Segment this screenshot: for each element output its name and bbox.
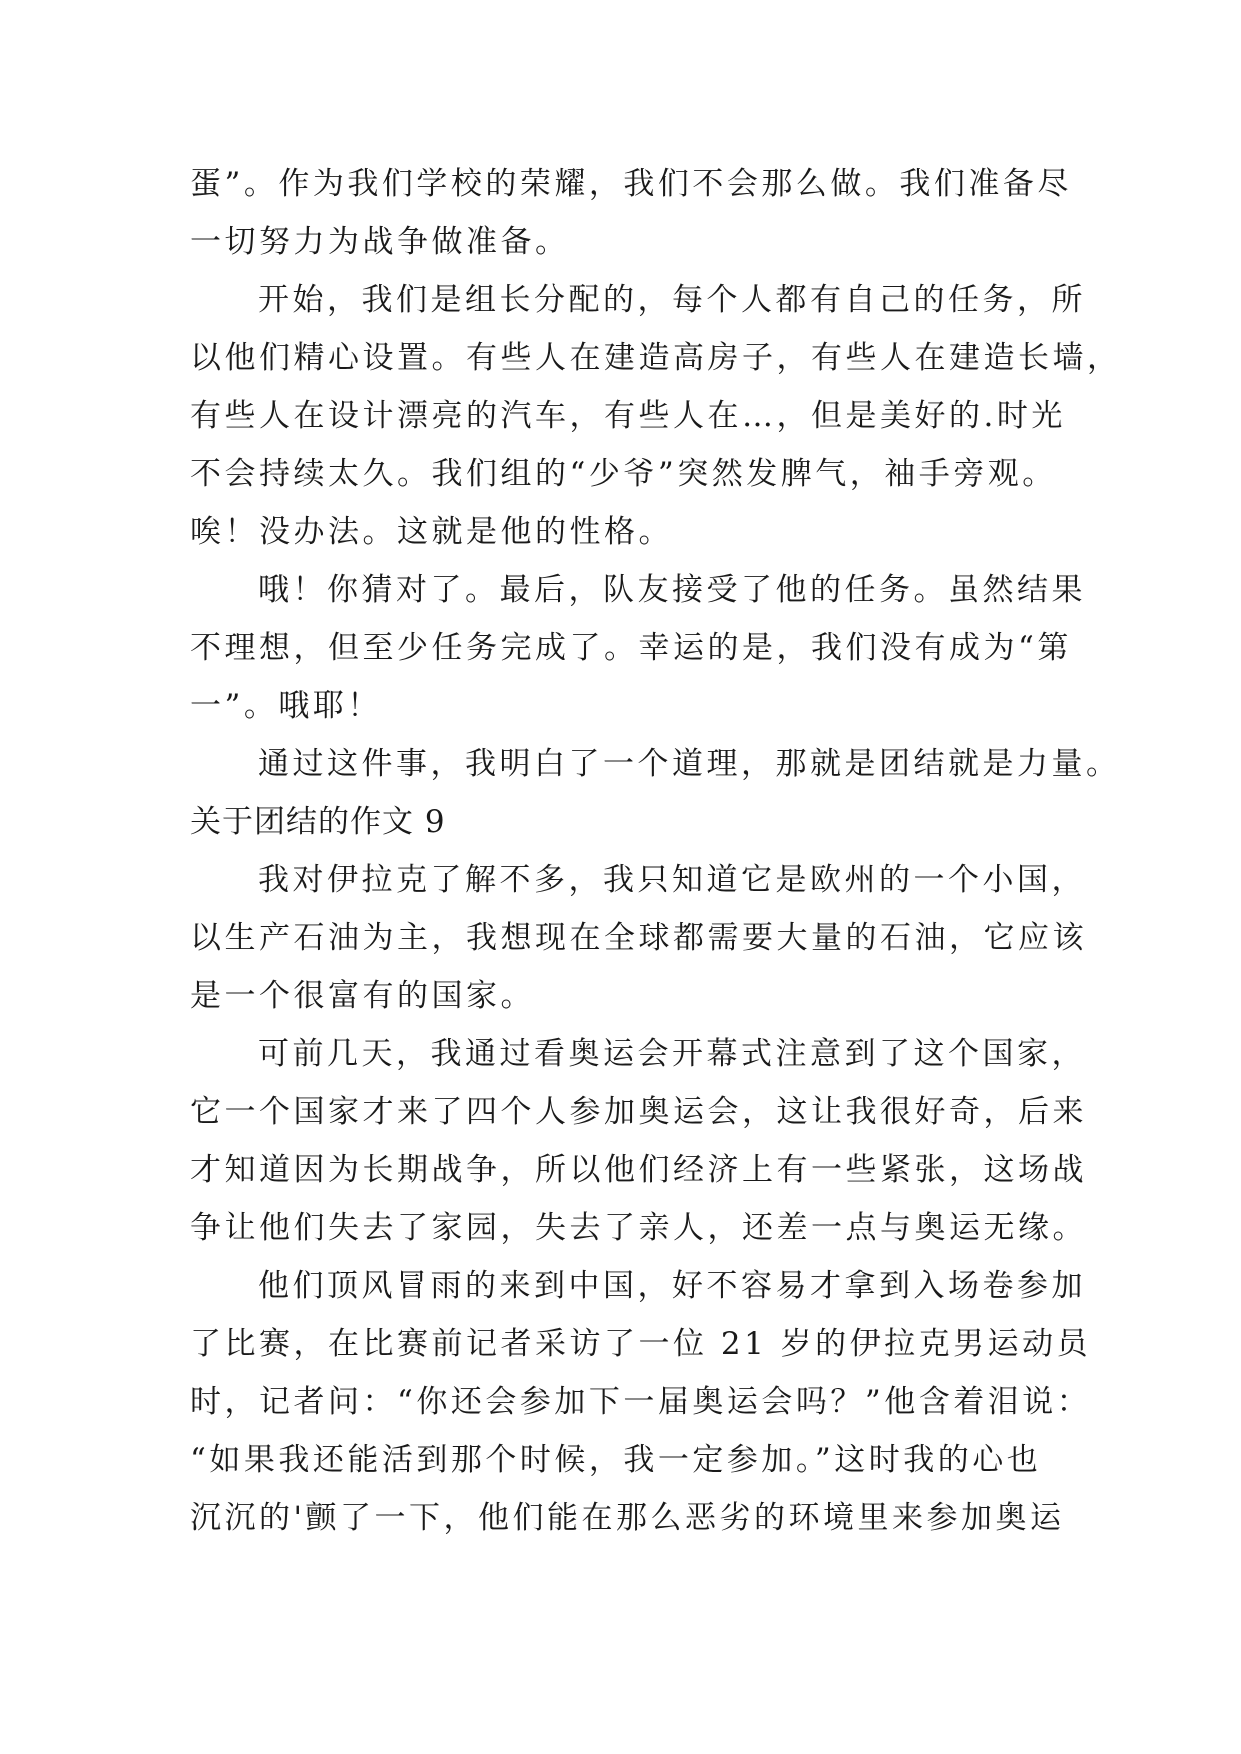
text-line: 哦！你猜对了。最后，队友接受了他的任务。虽然结果 (258, 572, 1086, 608)
text-line: 开始，我们是组长分配的，每个人都有自己的任务，所 (258, 282, 1086, 318)
text-line: 不会持续太久。我们组的“少爷”突然发脾气，袖手旁观。 (190, 456, 1057, 492)
text-line: 了比赛，在比赛前记者采访了一位 21 岁的伊拉克男运动员 (190, 1326, 1092, 1362)
text-line: 他们顶风冒雨的来到中国，好不容易才拿到入场卷参加 (258, 1268, 1086, 1304)
text-line: 争让他们失去了家园，失去了亲人，还差一点与奥运无缘。 (190, 1210, 1087, 1246)
text-line: 可前几天，我通过看奥运会开幕式注意到了这个国家， (258, 1036, 1086, 1072)
text-line: 沉沉的'颤了一下，他们能在那么恶劣的环境里来参加奥运 (190, 1500, 1065, 1536)
text-line: 通过这件事，我明白了一个道理，那就是团结就是力量。 (258, 746, 1121, 782)
text-line: 有些人在设计漂亮的汽车，有些人在…，但是美好的.时光 (190, 398, 1066, 434)
text-line: 唉！没办法。这就是他的性格。 (190, 514, 673, 550)
text-line: 是一个很富有的国家。 (190, 978, 535, 1014)
text-line: 一”。哦耶！ (190, 688, 382, 724)
text-line: 才知道因为长期战争，所以他们经济上有一些紧张，这场战 (190, 1152, 1087, 1188)
text-line: 它一个国家才来了四个人参加奥运会，这让我很好奇，后来 (190, 1094, 1087, 1130)
text-line: 蛋”。作为我们学校的荣耀，我们不会那么做。我们准备尽 (190, 166, 1072, 202)
text-line: 时，记者问：“你还会参加下一届奥运会吗？”他含着泪说： (190, 1384, 1092, 1420)
text-line: 以他们精心设置。有些人在建造高房子，有些人在建造长墙， (190, 340, 1122, 376)
text-line: 一切努力为战争做准备。 (190, 224, 570, 260)
text-line: 不理想，但至少任务完成了。幸运的是，我们没有成为“第 (190, 630, 1072, 666)
text-line: 以生产石油为主，我想现在全球都需要大量的石油，它应该 (190, 920, 1087, 956)
essay-body (190, 155, 1122, 1547)
text-line: 我对伊拉克了解不多，我只知道它是欧州的一个小国， (258, 862, 1086, 898)
text-line: “如果我还能活到那个时候，我一定参加。”这时我的心也 (190, 1442, 1042, 1478)
section-heading: 关于团结的作文 9 (190, 804, 446, 840)
